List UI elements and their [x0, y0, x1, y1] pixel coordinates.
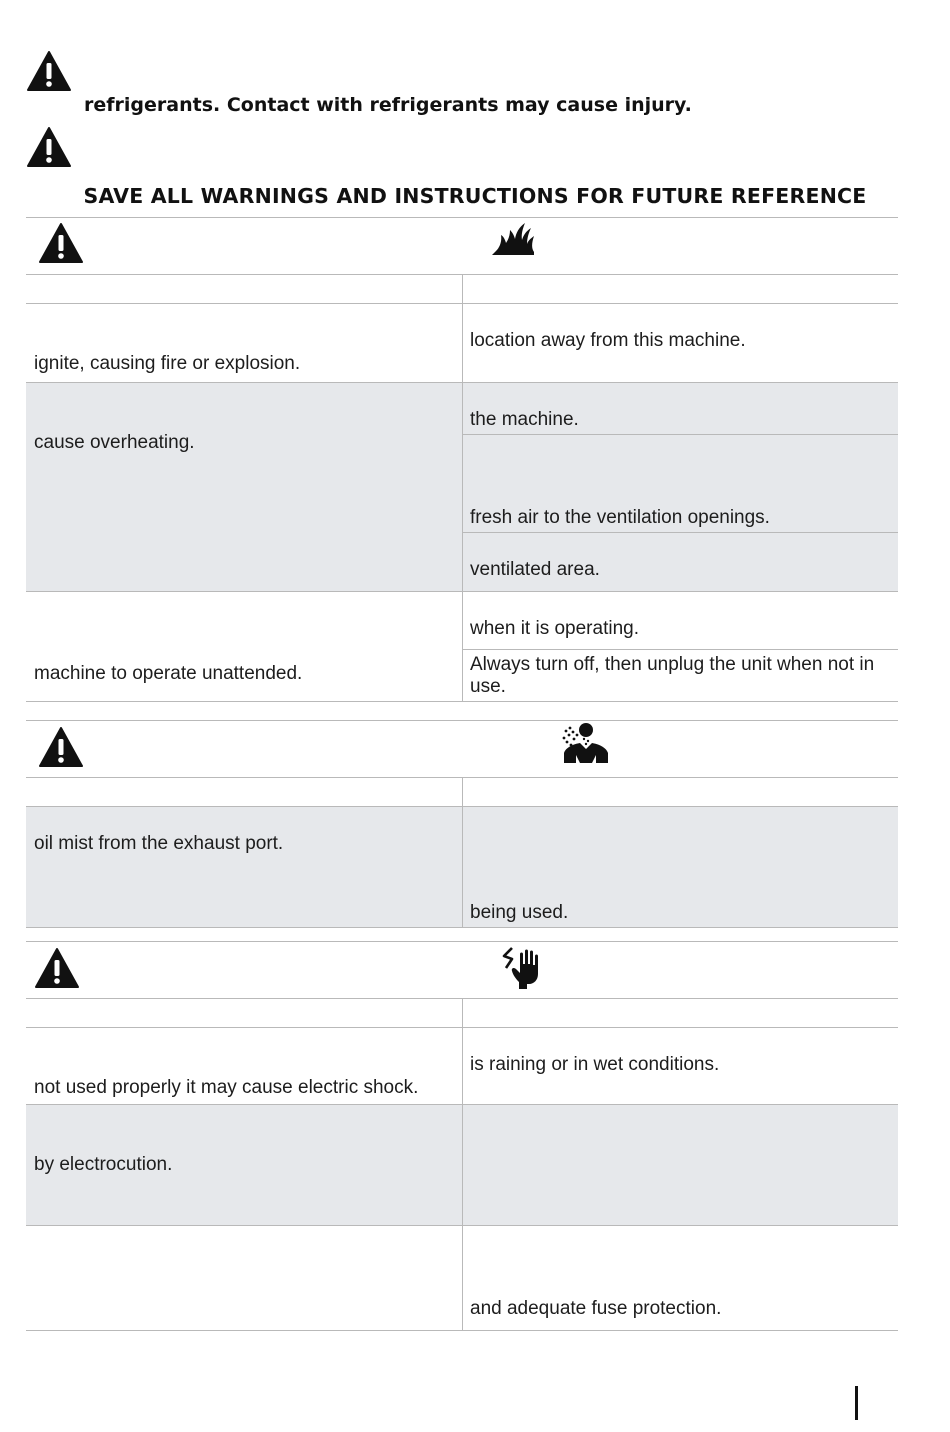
inhalation-hazard-icon: [560, 721, 610, 765]
column-divider: [462, 275, 463, 701]
fire-row-2-right-1: the machine.: [470, 409, 579, 430]
fire-row-3-right-1: when it is operating.: [470, 618, 639, 639]
warning-text-refrigerants: refrigerants. Contact with refrigerants may cause injury.: [84, 94, 692, 116]
divider: [26, 701, 898, 702]
electric-row-2-left: by electrocution.: [34, 1154, 173, 1175]
inhalation-row-1-right: being used.: [470, 902, 569, 923]
divider: [26, 217, 898, 218]
warning-triangle-icon: [26, 50, 72, 92]
fire-row-2-right-3: ventilated area.: [470, 559, 600, 580]
divider: [26, 591, 898, 592]
divider: [26, 382, 898, 383]
divider: [463, 532, 898, 533]
fire-row-3-left: machine to operate unattended.: [34, 663, 303, 684]
fire-row-2-right-2: fresh air to the ventilation openings.: [470, 507, 770, 528]
fire-icon: [490, 222, 536, 256]
warning-triangle-icon: [38, 726, 84, 768]
divider: [26, 1225, 898, 1226]
divider: [26, 1104, 898, 1105]
fire-row-1-left: ignite, causing fire or explosion.: [34, 353, 301, 374]
page-edge-marker: [855, 1386, 858, 1420]
divider: [463, 649, 898, 650]
divider: [26, 1330, 898, 1331]
fire-row-2-left: cause overheating.: [34, 432, 195, 453]
divider: [26, 720, 898, 721]
electric-shock-icon: [500, 946, 544, 990]
electric-row-1-right: is raining or in wet conditions.: [470, 1054, 720, 1075]
fire-row-1-right: location away from this machine.: [470, 330, 746, 351]
column-divider: [462, 778, 463, 927]
inhalation-row-1-left: oil mist from the exhaust port.: [34, 833, 284, 854]
warning-triangle-icon: [34, 947, 80, 989]
save-instructions-title: SAVE ALL WARNINGS AND INSTRUCTIONS FOR FUTURE REFERENCE: [83, 184, 867, 208]
warning-triangle-icon: [38, 222, 84, 264]
warning-triangle-icon: [26, 126, 72, 168]
column-divider: [462, 999, 463, 1330]
divider: [26, 941, 898, 942]
divider: [26, 927, 898, 928]
electric-row-1-left: not used properly it may cause electric shock.: [34, 1077, 419, 1098]
divider: [463, 434, 898, 435]
electric-row-3-right: and adequate fuse protection.: [470, 1298, 722, 1319]
fire-row-3-right-2: Always turn off, then unplug the unit when not in use.: [470, 654, 875, 697]
